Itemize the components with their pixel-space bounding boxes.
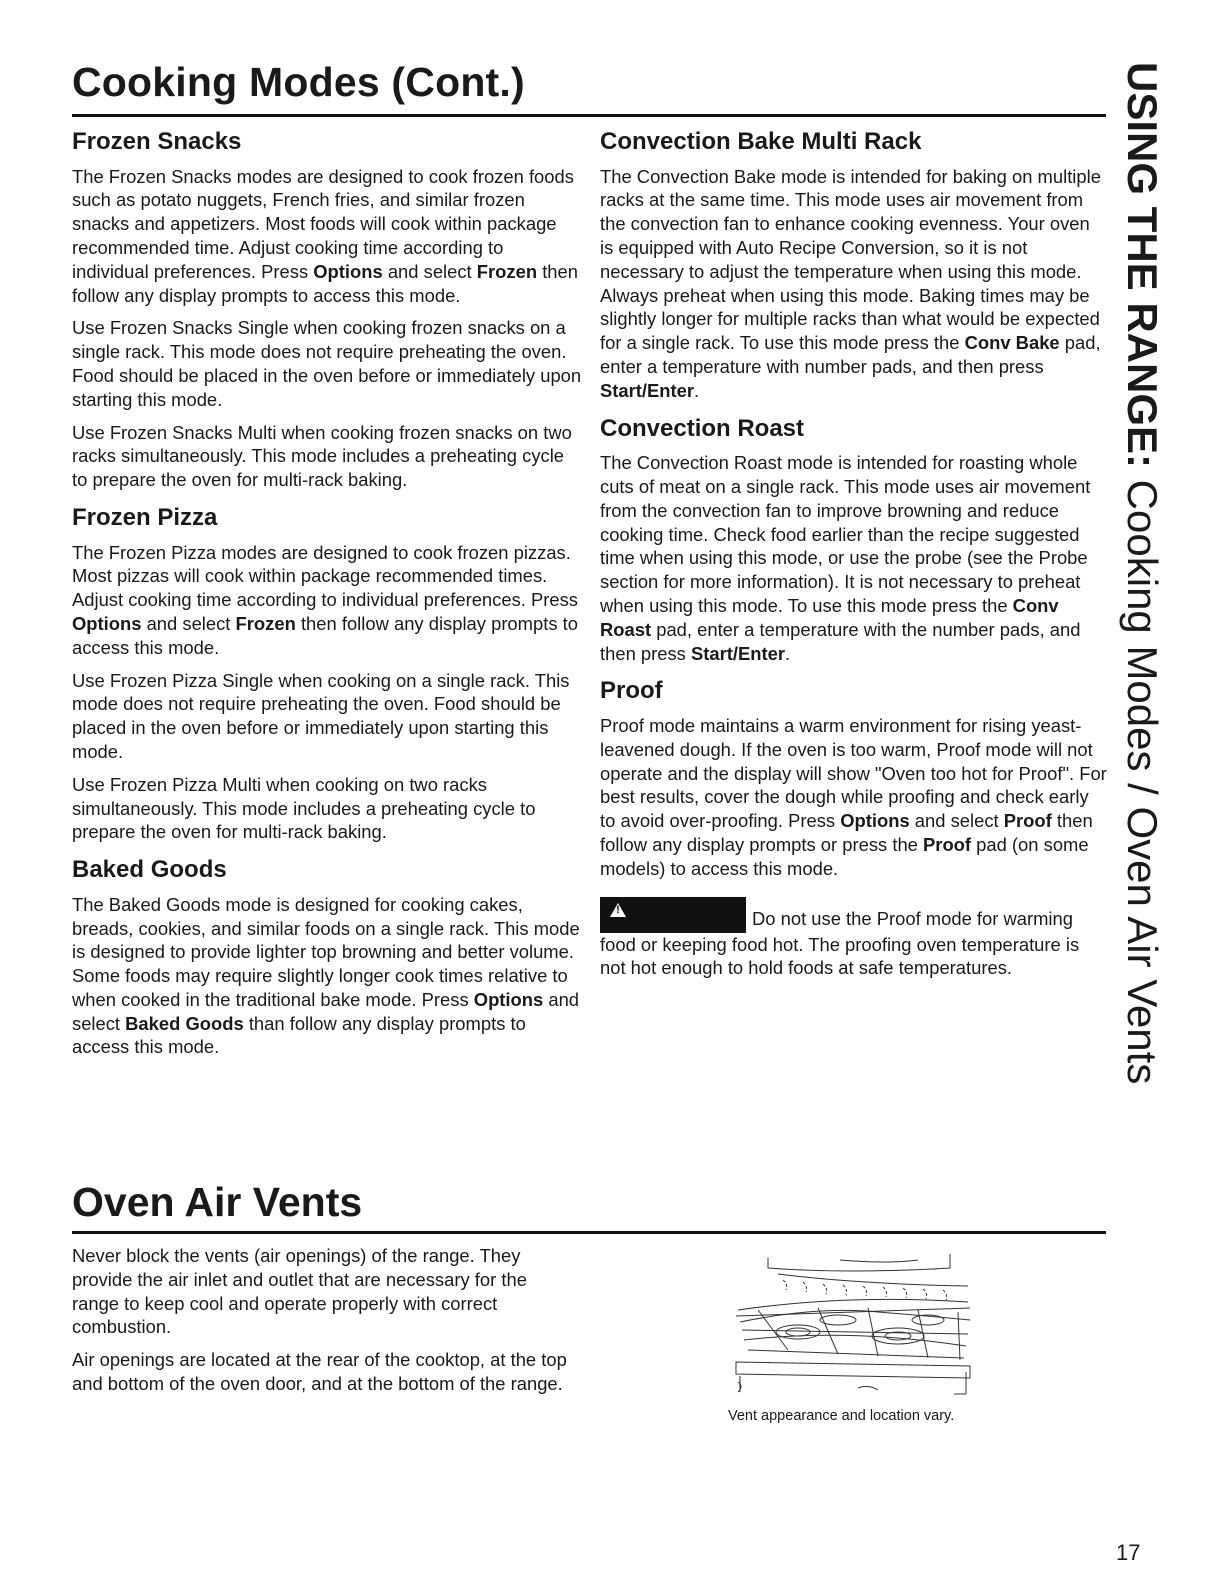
side-tab-section: USING THE RANGE: [1119, 62, 1166, 469]
frozen-pizza-intro: The Frozen Pizza modes are designed to cook frozen pizzas. Most pizzas will cook within package recommended times. Adjust cooking time according to individual preferences. Press Options and select Frozen then follow any display prompts to access this mode. [72, 541, 579, 658]
baked-goods-text: The Baked Goods mode is designed for cooking cakes, breads, cookies, and similar foods on a single rack. This mode is designed to provide lighter top browning and better volume. Some foods may require slightly longer cook times relative to when cooked in the traditional bake mode. Press Options and select Baked Goods than follow any display prompts to access this mode. [72, 893, 580, 1058]
conv-bake-multi-text: The Convection Bake mode is intended for baking on multiple racks at the same time. This mode uses air movement from the convection fan to enhance cooking evenness. Your oven is equipped with Auto Recipe Conversion, so it is not necessary to adjust the temperature when using this mode. Always preheat when using this mode. Baking times may be slightly longer for multiple racks than what would be expected for a single rack. To use this mode press the Conv Bake pad, enter a temperature with number pads, and then press Start/Enter. [600, 165, 1101, 401]
side-tab [1115, 62, 1170, 1085]
proof-text: Proof mode maintains a warm environment for rising yeast-leavened dough. If the oven is too warm, Proof mode will not operate and the display will show "Oven too hot for Proof". For best results, cover the dough while proofing and check early to avoid over-proofing. Press Options and select Proof then follow any display prompts or press the Proof pad (on some models) to access this mode. [600, 714, 1107, 879]
vents-text [72, 1244, 572, 1405]
side-tab-topic: Cooking Modes / Oven Air Vents [1119, 468, 1166, 1085]
baked-goods-heading: Baked Goods [72, 856, 227, 884]
vents-paragraph-2: Air openings are located at the rear of the cooktop, at the top and bottom of the oven door, and at the bottom of the range. [72, 1349, 567, 1394]
warning-badge: ! [600, 897, 746, 933]
range-cooktop-illustration [728, 1250, 978, 1400]
left-column [72, 128, 582, 1068]
frozen-pizza-multi: Use Frozen Pizza Multi when cooking on two racks simultaneously. This mode includes a preheating cycle to prepare the oven for multi-rack baking. [72, 773, 536, 843]
vent-caption: Vent appearance and location vary. [728, 1408, 955, 1424]
proof-heading: Proof [600, 677, 663, 705]
proof-warning: ! Do not use the Proof mode for warming food or keeping food hot. The proofing oven temperature is not hot enough to hold foods at safe temperatures. [600, 897, 1108, 981]
frozen-snacks-multi: Use Frozen Snacks Multi when cooking frozen snacks on two racks simultaneously. This mode includes a preheating cycle to prepare the oven for multi-rack baking. [72, 421, 572, 491]
right-column [600, 128, 1108, 989]
frozen-pizza-heading: Frozen Pizza [72, 503, 218, 531]
conv-bake-multi-heading: Convection Bake Multi Rack [600, 128, 922, 155]
oven-air-vents-heading: Oven Air Vents [72, 1179, 363, 1225]
frozen-snacks-single: Use Frozen Snacks Single when cooking frozen snacks on a single rack. This mode does not require preheating the oven. Food should be placed in the oven before or immediately upon starting this mode. [72, 317, 582, 410]
title-rule [72, 114, 1106, 117]
frozen-snacks-heading: Frozen Snacks [72, 128, 242, 155]
vents-paragraph-1: Never block the vents (air openings) of the range. They provide the air inlet and outlet that are necessary for the range to keep cool and operate properly with correct combustion. [72, 1245, 527, 1338]
vents-rule [72, 1231, 1106, 1234]
conv-roast-text: The Convection Roast mode is intended for roasting whole cuts of meat on a single rack. This mode uses air movement from the convection fan to improve browning and reduce cooking time. Check food earlier than the recipe suggested time when using this mode, or use the probe (see the Probe section for more information). It is not necessary to preheat when using this mode. To use this mode press the Conv Roast pad, enter a temperature with the number pads, and then press Start/Enter. [600, 452, 1091, 664]
conv-roast-heading: Convection Roast [600, 414, 805, 442]
page-title: Cooking Modes (Cont.) [72, 59, 525, 105]
page-number: 17 [1116, 1540, 1141, 1565]
frozen-snacks-intro: The Frozen Snacks modes are designed to cook frozen foods such as potato nuggets, French fries, and similar frozen snacks and appetizers. Most foods will cook within package recommended time. Adjust cooking time according to individual preferences. Press Options and select Frozen then follow any display prompts to access this mode. [72, 165, 578, 306]
vent-figure [728, 1250, 988, 1424]
frozen-pizza-single: Use Frozen Pizza Single when cooking on a single rack. This mode does not require preheating the oven. Food should be placed in the oven before or immediately upon starting this mode. [72, 669, 570, 762]
